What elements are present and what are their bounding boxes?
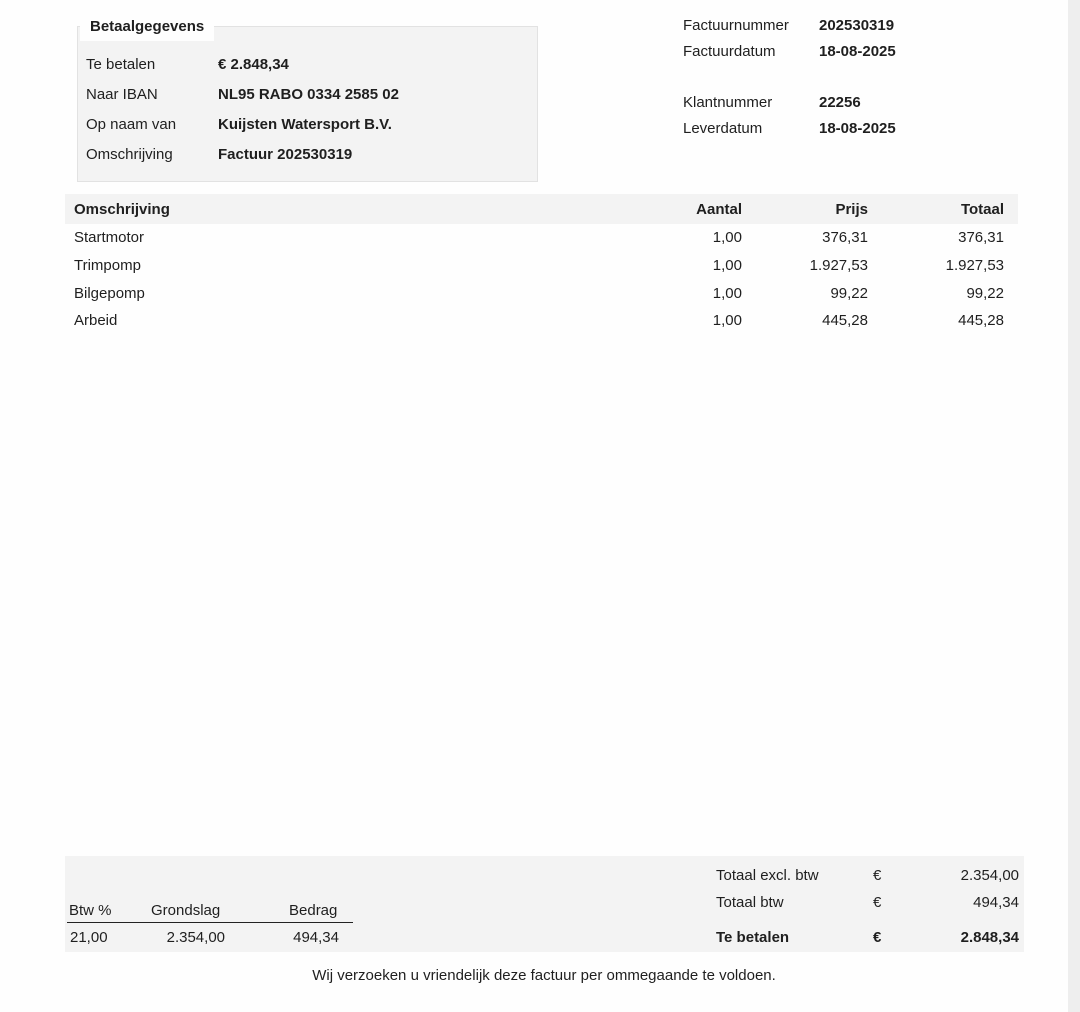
- total-vat-value: 494,34: [973, 894, 1019, 911]
- item-description: Startmotor: [74, 229, 145, 246]
- item-price: 376,31: [822, 229, 868, 246]
- customer-number: 22256: [819, 94, 861, 111]
- vat-rate-header: Btw %: [69, 902, 112, 919]
- delivery-date: 18-08-2025: [819, 120, 896, 137]
- amount-due-currency: €: [873, 929, 882, 946]
- payment-value: Factuur 202530319: [218, 146, 353, 163]
- payment-value: NL95 RABO 0334 2585 02: [218, 86, 399, 103]
- customer-number-label: Klantnummer: [683, 94, 773, 111]
- delivery-date-label: Leverdatum: [683, 120, 763, 137]
- item-description: Arbeid: [74, 312, 118, 329]
- page-edge: [1068, 0, 1080, 1012]
- vat-amount-header: Bedrag: [289, 902, 338, 919]
- vat-header-underline: [67, 922, 353, 923]
- header-description: Omschrijving: [74, 201, 170, 218]
- item-total: 376,31: [958, 229, 1004, 246]
- header-quantity: Aantal: [696, 201, 742, 218]
- item-total: 99,22: [966, 285, 1004, 302]
- item-description: Trimpomp: [74, 257, 141, 274]
- payment-label: Op naam van: [86, 116, 177, 133]
- item-price: 99,22: [830, 285, 868, 302]
- item-total: 445,28: [958, 312, 1004, 329]
- total-excl-value: 2.354,00: [960, 867, 1019, 884]
- total-excl-label: Totaal excl. btw: [716, 867, 819, 884]
- item-price: 445,28: [822, 312, 868, 329]
- vat-base-header: Grondslag: [151, 902, 221, 919]
- invoice-number: 202530319: [819, 17, 895, 34]
- vat-base: 2.354,00: [166, 929, 225, 946]
- item-description: Bilgepomp: [74, 285, 145, 302]
- header-price: Prijs: [835, 201, 868, 218]
- payment-details-title: Betaalgegevens: [80, 13, 214, 41]
- total-vat-label: Totaal btw: [716, 894, 784, 911]
- total-excl-currency: €: [873, 867, 882, 884]
- vat-amount: 494,34: [293, 929, 339, 946]
- payment-label: Te betalen: [86, 56, 156, 73]
- payment-request-message: Wij verzoeken u vriendelijk deze factuur per ommegaande te voldoen.: [312, 967, 776, 984]
- amount-due-value: 2.848,34: [960, 929, 1019, 946]
- amount-due-label: Te betalen: [716, 929, 790, 946]
- item-quantity: 1,00: [712, 229, 742, 246]
- vat-rate: 21,00: [70, 929, 108, 946]
- item-total: 1.927,53: [945, 257, 1004, 274]
- item-quantity: 1,00: [712, 257, 742, 274]
- total-vat-currency: €: [873, 894, 882, 911]
- payment-value: € 2.848,34: [218, 56, 289, 73]
- invoice-date-label: Factuurdatum: [683, 43, 776, 60]
- payment-label: Naar IBAN: [86, 86, 158, 103]
- item-quantity: 1,00: [712, 285, 742, 302]
- invoice-date: 18-08-2025: [819, 43, 896, 60]
- item-price: 1.927,53: [809, 257, 868, 274]
- items-table-header: [65, 194, 1018, 224]
- payment-value: Kuijsten Watersport B.V.: [218, 116, 392, 133]
- invoice-number-label: Factuurnummer: [683, 17, 789, 34]
- header-total: Totaal: [960, 201, 1004, 218]
- item-quantity: 1,00: [712, 312, 742, 329]
- payment-label: Omschrijving: [86, 146, 173, 163]
